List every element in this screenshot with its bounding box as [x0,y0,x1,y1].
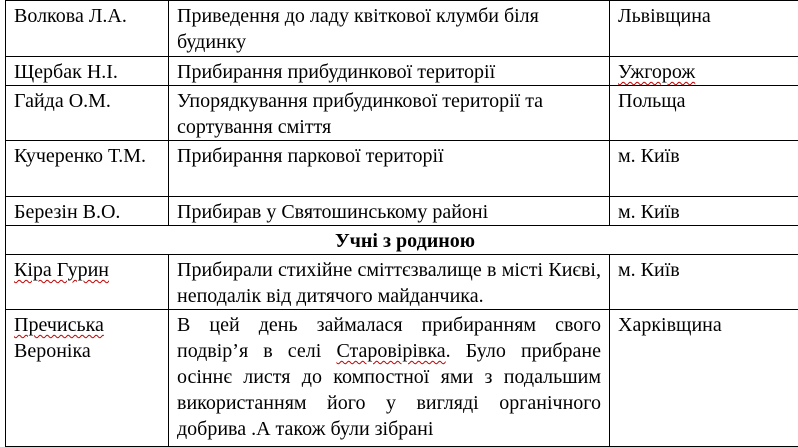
place-cell: Харківщина [610,310,798,447]
place-cell [610,57,798,86]
name-cell: Гайда О.М. [6,86,169,141]
village-name: Старовірівка [336,340,445,362]
section-row [6,226,798,255]
place-cell: м. Київ [610,141,798,197]
name-text: Пречиська [14,314,104,336]
name-cell [6,310,169,447]
table-row [6,310,798,447]
table-row [6,255,798,310]
table-row [6,197,798,226]
activity-cell: Прибирав у Святошинському районі [169,197,610,226]
name-cell: Березін В.О. [6,197,169,226]
activity-part: В цей день займалася прибиранням свого подвір’я в селі [177,314,601,362]
table-row [6,1,798,57]
activity-text [177,312,601,444]
name-cell [6,255,169,310]
activity-cell: Прибирали стихійне сміттєзвалище в місті Києві, неподалік від дитячого майданчика. [169,255,610,310]
activity-cell: Прибирання прибудинкової території [169,57,610,86]
activity-cell: Прибирання паркової території [169,141,610,197]
place-cell: м. Київ [610,197,798,226]
activity-part: . Було прибране осіннє листя до компостної ями з подальшим використанням його у вигляді органічного добрива .А також були зібрані [177,340,601,440]
name-cell: Кучеренко Т.М. [6,141,169,197]
name-text: Кіра Гурин [14,259,109,281]
table-row [6,141,798,197]
activity-cell: Упорядкування прибудинкової території та сортування сміття [169,86,610,141]
place-cell: м. Київ [610,255,798,310]
place-cell: Львівщина [610,1,798,57]
section-title: Учні з родиною [6,226,798,255]
name-text: Вероніка [14,340,91,362]
name-cell: Щербак Н.І. [6,57,169,86]
activity-cell [169,310,610,447]
volunteer-table [5,0,798,447]
name-cell: Волкова Л.А. [6,1,169,57]
table-row [6,57,798,86]
place-text: Ужгорож [618,61,695,83]
place-cell: Польща [610,86,798,141]
activity-cell: Приведення до ладу квіткової клумби біля будинку [169,1,610,57]
table-row [6,86,798,141]
